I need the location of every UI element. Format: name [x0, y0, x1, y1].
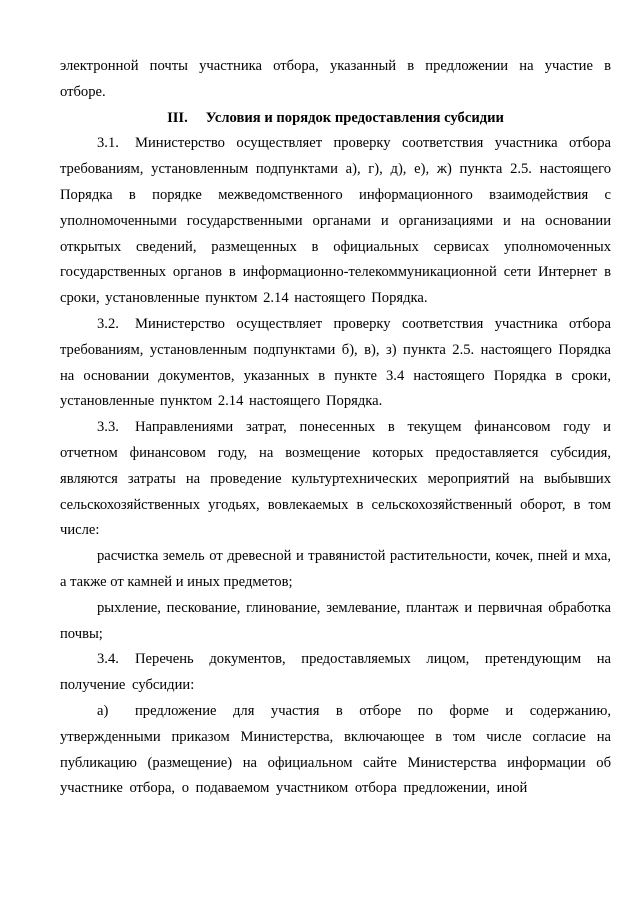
- subparagraph-a: [60, 699, 611, 802]
- paragraph-text: Министерство осуществляет проверку соответствия участника отбора требованиям, установленным подпунктами б), в), з) пункта 2.5. настоящего Порядка на основании документов, указанных в пункте 3.4 настоящего Порядка в сроки, установленные пунктом 2.14 настоящего Порядка.: [60, 315, 611, 410]
- intro-paragraph: электронной почты участника отбора, указанный в предложении на участие в отборе.: [60, 58, 611, 100]
- paragraph-3-2: [60, 312, 611, 415]
- paragraph-3-4: [60, 647, 611, 699]
- paragraph-3-3: [60, 415, 611, 544]
- paragraph-text: предложение для участия в отборе по форме и содержанию, утвержденными приказом Министерства, включающее в том числе согласие на публикацию (размещение) на официальном сайте Министерства информации об участнике отбора, о подаваемом участником отбора предложении, иной: [60, 702, 611, 797]
- document-page: [60, 54, 611, 802]
- list-item-tillage: рыхление, пескование, глинование, землевание, плантаж и первичная обработка почвы;: [60, 599, 611, 642]
- paragraph-text: Перечень документов, предоставляемых лицом, претендующим на получение субсидии:: [60, 651, 611, 694]
- paragraph-label: а): [97, 702, 109, 719]
- paragraph-label: 3.1.: [97, 135, 119, 152]
- section-heading: [60, 106, 611, 132]
- paragraph-3-1: [60, 131, 611, 312]
- paragraph-label: 3.3.: [97, 419, 119, 436]
- paragraph-label: 3.2.: [97, 315, 119, 332]
- paragraph-label: 3.4.: [97, 651, 119, 668]
- paragraph-text: Министерство осуществляет проверку соответствия участника отбора требованиям, установленным подпунктами а), г), д), е), ж) пункта 2.5. настоящего Порядка в порядке межведомственного информационного взаимодействия с уполномоченными государственными органами и организациями и на основании открытых сведений, размещенных в официальных сервисах уполномоченных государственных органов в информационно-телекоммуникационной сети Интернет в сроки, установленные пунктом 2.14 настоящего Порядка.: [60, 135, 611, 307]
- paragraph-text: Направлениями затрат, понесенных в текущем финансовом году и отчетном финансовом году, на возмещение которых предоставляется субсидия, являются затраты на проведение культуртехнических мероприятий на выбывших сельскохозяйственных угодьях, вовлекаемых в сельскохозяйственный оборот, в том числе:: [60, 419, 611, 539]
- section-number: III.: [167, 109, 188, 126]
- section-title: Условия и порядок предоставления субсидии: [205, 109, 504, 126]
- list-item-clearing: расчистка земель от древесной и травянистой растительности, кочек, пней и мха, а также от камней и иных предметов;: [60, 548, 611, 590]
